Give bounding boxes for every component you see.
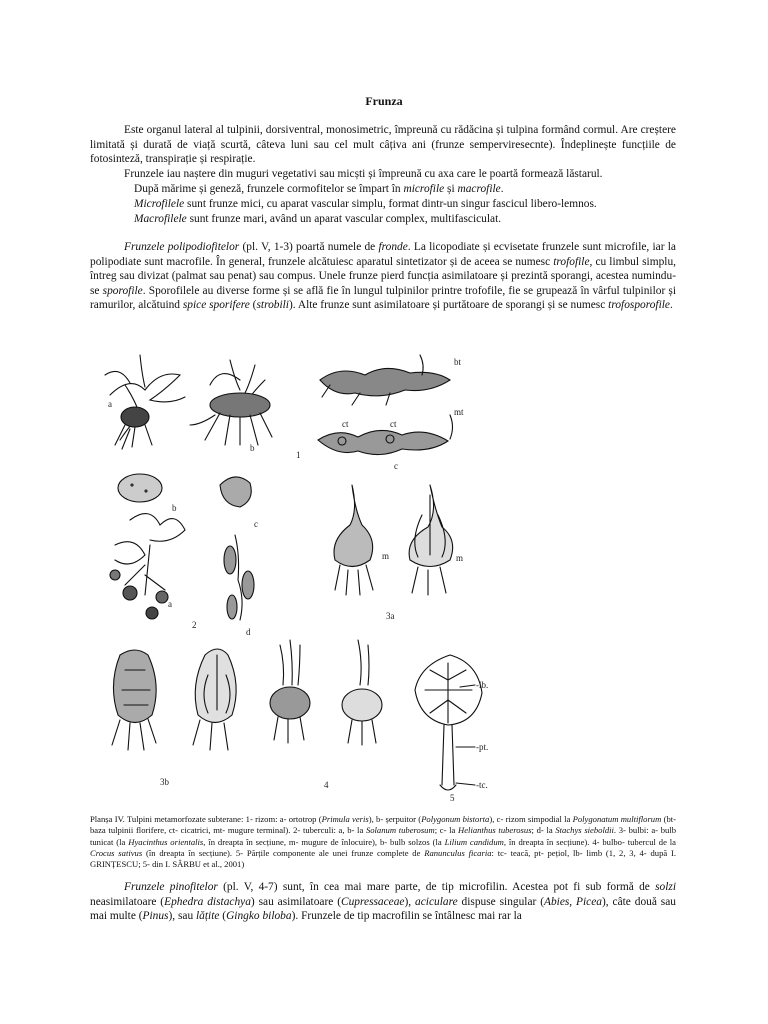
bulb-lilium-drawing [112, 650, 156, 750]
plate-labels [108, 357, 488, 803]
text-span: sunt frunze mari, având un aparat vascular complex, multifasciculat. [186, 213, 502, 225]
label-fig-1: 1 [296, 450, 301, 460]
tuber-helianthus-drawing [220, 477, 251, 507]
plate-drawing [90, 345, 510, 805]
text-span: , în dreapta în secțiune). 4- bulbo- tubercul de la [503, 836, 676, 847]
text-span: ( [249, 299, 257, 312]
text-span: ), [404, 895, 416, 908]
label-2b: b [172, 503, 177, 513]
text-span: . La licopodiate și ecvisetate frunzele sunt microfile, iar la polipodiate sunt macrofile. În general, frunzele alcătuiesc aparatul sintetizator și de aceea se numesc [90, 241, 676, 268]
term-microfile: microfile [403, 183, 445, 195]
botanical-plate-figure [90, 345, 510, 805]
term: spice sporifere [182, 299, 250, 312]
text-span: ). Frunzele de tip macrofilin se întâlnesc mai rar la [291, 910, 522, 923]
label-2a: a [168, 599, 172, 609]
term: lățite [196, 910, 220, 923]
text-span: . [500, 183, 504, 195]
text-span: neasimilatoare ( [90, 895, 165, 908]
corm-crocus-drawing [270, 640, 310, 743]
label-mt: mt [454, 407, 464, 417]
pinofite-paragraph [90, 880, 676, 924]
microfile-definition [134, 197, 720, 212]
polipodiofite-paragraph [90, 240, 676, 313]
text-span: ), b- șerpuitor ( [368, 814, 422, 824]
species-name: Hyacinthus orientalis [128, 836, 204, 847]
label-1b: b [250, 443, 255, 453]
text-span: Planșa IV. Tulpini metamorfozate subterane: 1- rizom: a- ortotrop ( [90, 814, 322, 824]
label-1c: c [394, 461, 398, 471]
term: aciculare [415, 895, 458, 908]
text-span: , în dreapta în secțiune, m- mugure de înlocuire), b- bulb solzos (la [203, 836, 445, 847]
text-span: (bt- baza tulpinii florifere, ct- cicatrici, mt- mugure terminal). 2- tuberculi: a, b- la [90, 814, 677, 836]
term: strobili [256, 299, 289, 312]
term: trofosporofile [608, 299, 670, 312]
term: fronde [378, 241, 408, 253]
solanum-plant-drawing [110, 514, 185, 619]
label-tc: -tc. [476, 780, 488, 790]
label-m-2: m [456, 553, 464, 563]
term: Frunzele polipodiofitelor [124, 241, 240, 253]
page-title: Frunza [365, 94, 403, 108]
label-fig-5: 5 [450, 793, 455, 803]
species-name: Gingko biloba [226, 910, 292, 923]
text-span: ) sau asimilatoare ( [250, 895, 342, 908]
label-fig-2: 2 [192, 620, 197, 630]
label-pt: -pt. [476, 742, 489, 752]
species-name: Crocus sativus [90, 847, 143, 858]
text-span: : tc- teacă, pt- pețiol, lb- limb (1, 2, 3, 4- după I. GRINȚESCU; 5- din I. SÂRBU et al., 2001) [90, 847, 676, 870]
term-macrofilele: Macrofilele [134, 213, 187, 225]
label-fig-4: 4 [324, 780, 329, 790]
species-name: Lilium candidum [444, 836, 504, 847]
intro-text-2: Frunzele iau naștere din muguri vegetativi sau micști și împreună cu axa care le poartă formează lăstarul. [124, 168, 603, 180]
tuber-stachys-drawing [224, 535, 254, 620]
rhizome-polygonatum-lower-drawing [318, 415, 453, 455]
text-span: , cu limbul simplu, întreg sau divizat (palmat sau penat) sau compus. Unele frunze pierd funcția asimilatoare și prezintă sporangi, acestea numindu-se [90, 255, 676, 297]
plate-caption [90, 814, 676, 870]
species-name: Ranunculus ficaria [424, 847, 492, 858]
species-name: Cupressaceae [341, 895, 405, 908]
rhizome-polygonatum-drawing [320, 355, 450, 405]
text-span: . [669, 299, 673, 312]
text-span: . Sporofilele au diverse forme și se află fie în lungul tulpinilor printre trofofile, fie se grupează în vârful tulpinilor și ramurilor, alcătuind [90, 284, 676, 312]
bulb-lilium-section-drawing [193, 649, 236, 750]
macrofile-definition [134, 212, 720, 227]
species-name: Pinus [142, 910, 169, 923]
text-span: și [444, 183, 458, 195]
label-bt: bt [454, 357, 462, 367]
rhizome-polygonum-drawing [190, 360, 272, 445]
label-ct-1: ct [342, 419, 349, 429]
classification-line [134, 182, 720, 197]
text-span: (pl. V, 4-7) sunt, în cea mai mare parte, de tip microfilin. Acestea pot fi sub formă de [217, 881, 656, 893]
leaf-ranunculus-drawing [415, 655, 482, 790]
text-span: ; d- la [531, 825, 556, 836]
text-span: . 3- bulbi: a- bulb tunicat (la [90, 825, 676, 847]
text-span: (pl. V, 1-3) poartă numele de [239, 241, 379, 253]
label-m-1: m [382, 551, 390, 561]
text-span: După mărime și geneză, frunzele cormofitelor se împart în [134, 183, 404, 195]
species-name: Abies, Picea [544, 895, 602, 908]
term-microfilele: Microfilele [134, 198, 185, 210]
text-span: ( [219, 910, 227, 923]
intro-paragraph [90, 123, 676, 167]
label-1a: a [108, 399, 112, 409]
intro-paragraph-2 [90, 167, 676, 182]
term: Frunzele pinofitelor [124, 881, 218, 893]
label-2c: c [254, 519, 258, 529]
term: sporofile [102, 284, 143, 297]
text-span: ; c- la [434, 825, 459, 836]
term: trofofile [553, 255, 590, 268]
label-lb: -lb. [476, 680, 489, 690]
species-name: Stachys sieboldii [555, 825, 614, 836]
tuber-potato-drawing [118, 474, 162, 502]
text-span: ). Alte frunze sunt asimilatoare și purtătoare de sporangi și se numesc [288, 299, 609, 312]
text-span: ), c- rizom simpodial la [489, 814, 573, 824]
bulb-hyacinth-drawing [334, 485, 373, 595]
corm-crocus-section-drawing [342, 640, 382, 745]
species-name: Solanum tuberosum [365, 825, 435, 836]
text-span: ), sau [168, 910, 196, 923]
text-span: sunt frunze mici, cu aparat vascular simplu, format dintr-un singur fascicul libero-lemnos. [184, 198, 597, 210]
label-ct-2: ct [390, 419, 397, 429]
species-name: Helianthus tuberosus [458, 825, 532, 836]
intro-text-1: Este organul lateral al tulpinii, dorsiventral, monosimetric, împreună cu rădăcina și tulpina formând cormul. Are creștere limitată și durată de viață scurtă, câteva luni sau cel mult câțiva ani (frunze semperviresecnte). Îndeplinește funcțiile de fotosinteză, transpirație și respirație. [90, 124, 676, 166]
text-span: dispuse singular ( [457, 895, 544, 908]
text-span: ), câte două sau mai multe ( [90, 895, 676, 923]
label-2d: d [246, 627, 251, 637]
bulb-hyacinth-section-drawing [409, 485, 453, 595]
term: solzi [655, 881, 676, 893]
species-name: Primula veris [321, 814, 369, 824]
label-fig-3a: 3a [386, 611, 395, 621]
species-name: Ephedra distachya [164, 895, 251, 908]
species-name: Polygonum bistorta [421, 814, 490, 824]
species-name: Polygonatum multiflorum [572, 814, 662, 824]
text-span: (în dreapta în secțiune). 5- Părțile componente ale unei frunze complete de [142, 847, 425, 858]
label-fig-3b: 3b [160, 777, 169, 787]
rhizome-primula-drawing [105, 355, 185, 449]
term-macrofile: macrofile [457, 183, 501, 195]
